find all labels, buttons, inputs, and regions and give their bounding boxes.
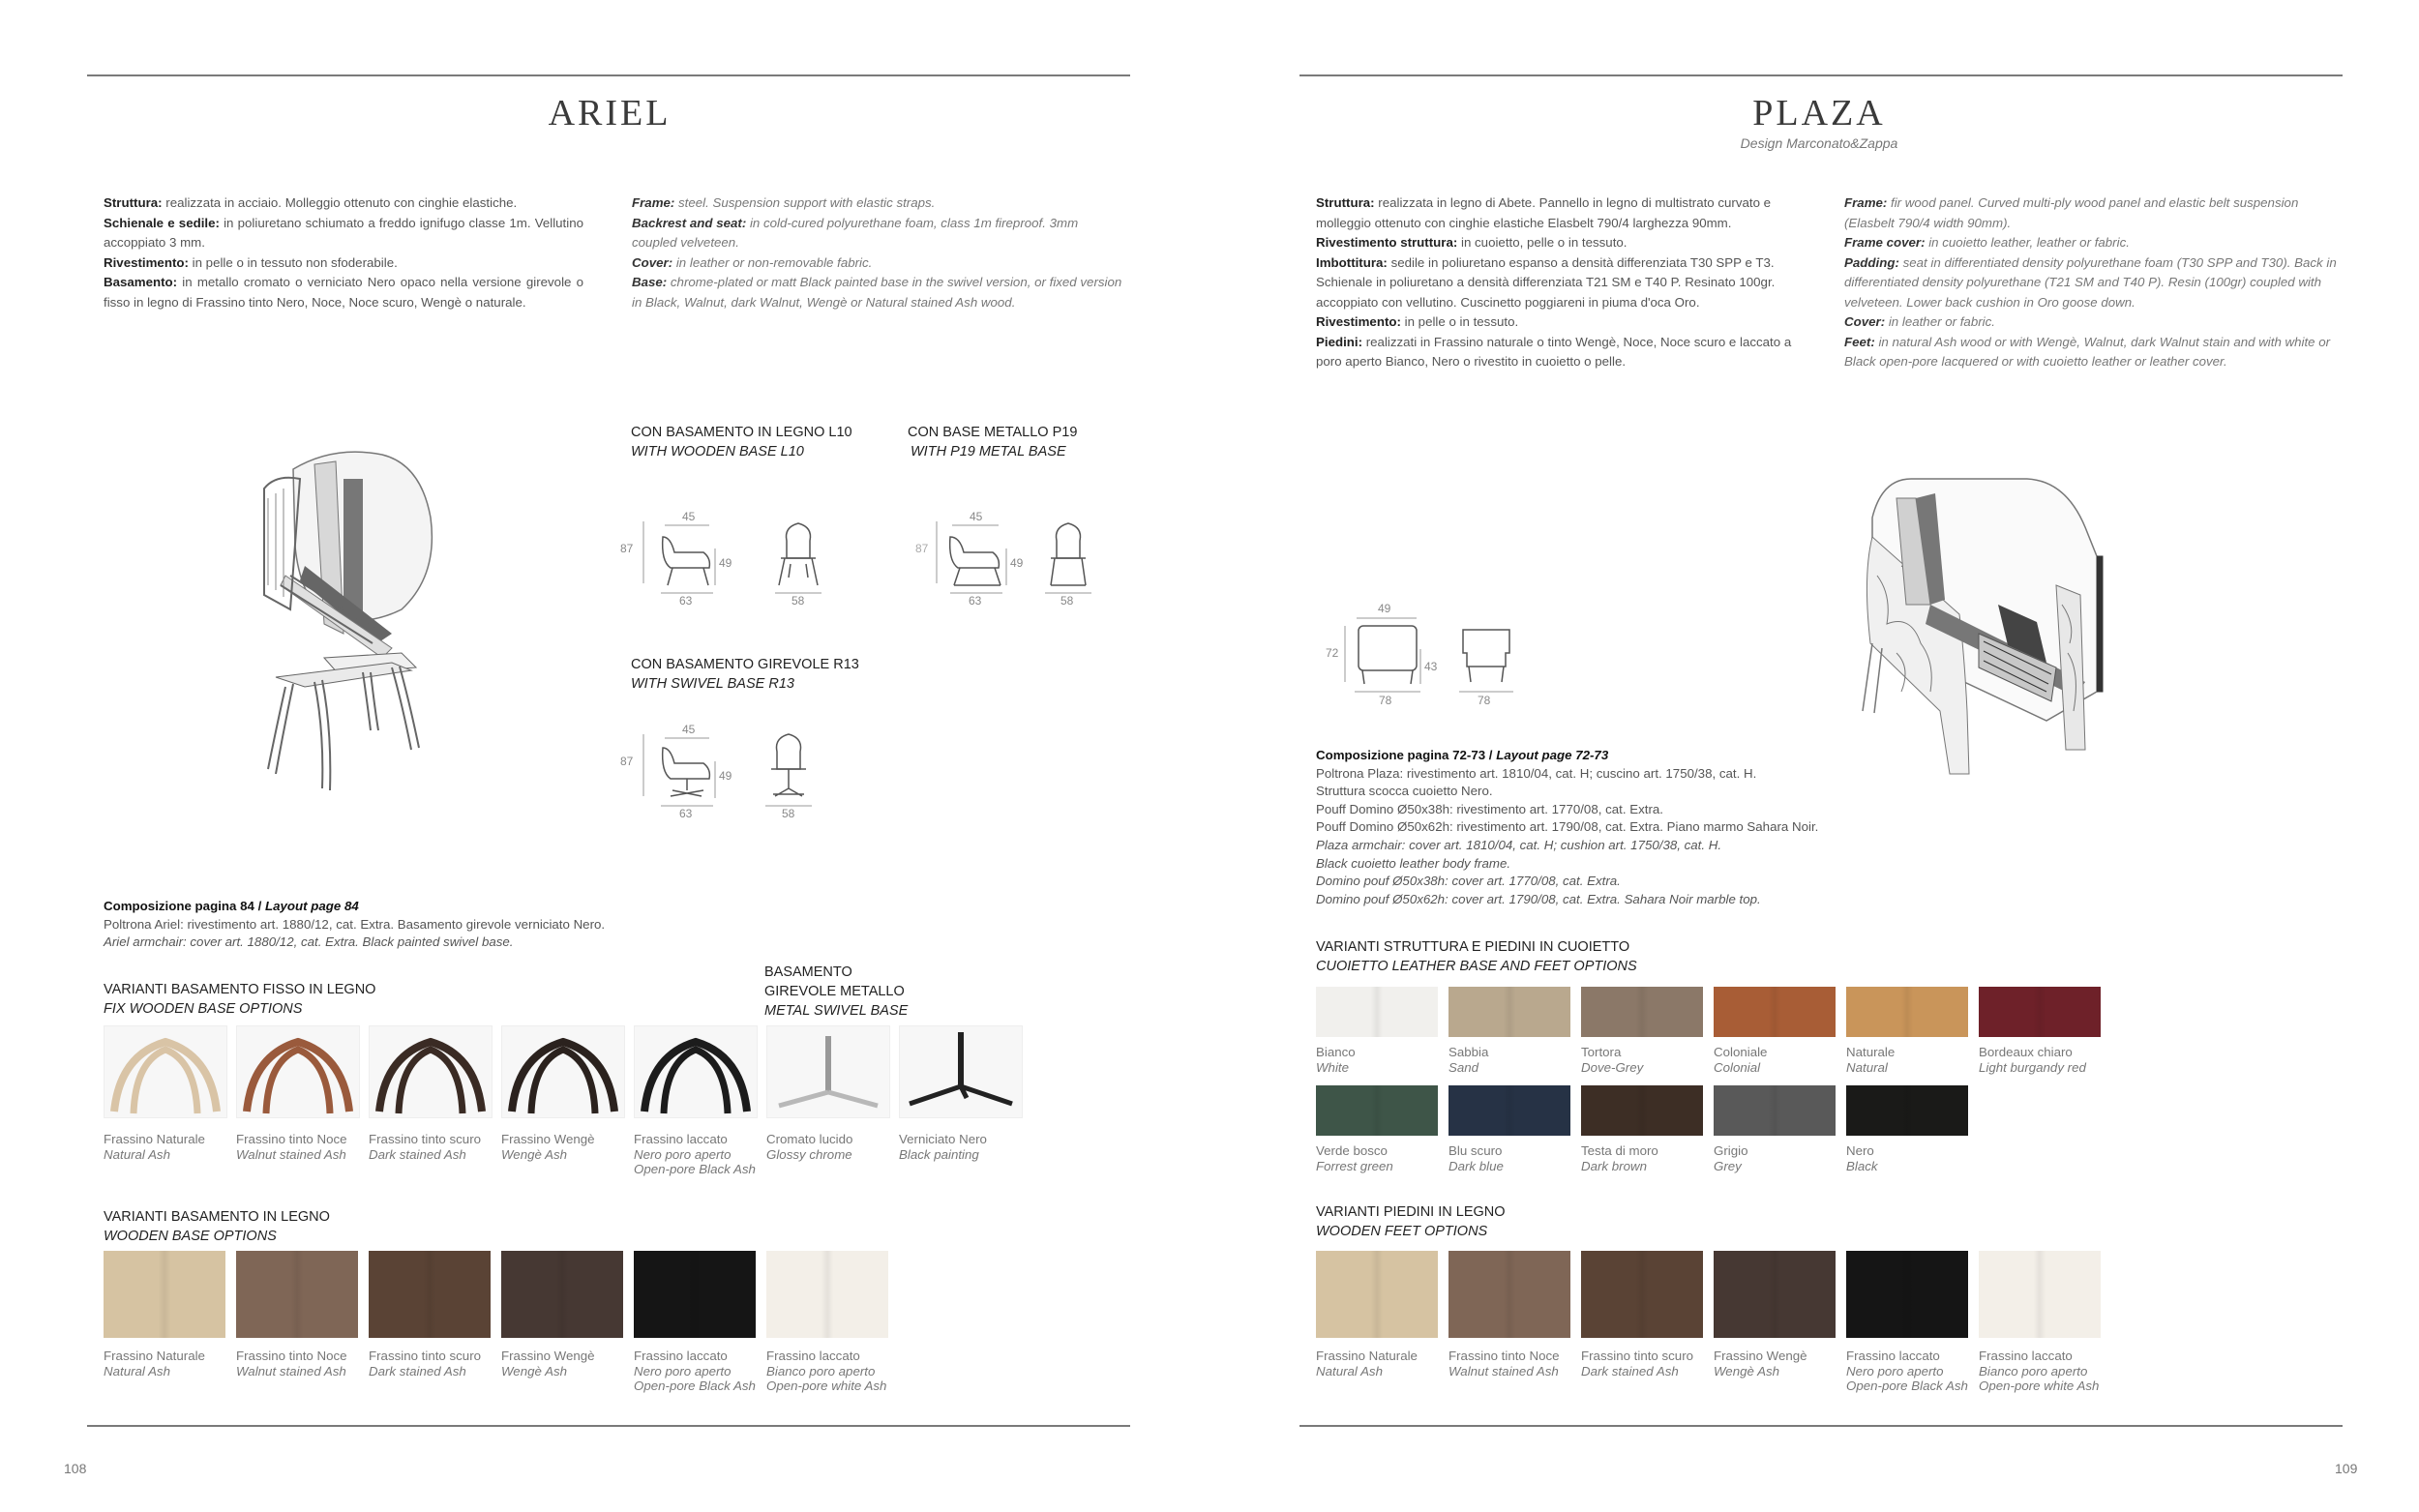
plaza-spec-italian: Struttura: realizzata in legno di Abete. Pannello in legno di multistrato curvato e molleggio ottenuto con cinghie elastiche Elasbelt 790/4 larghezza 90mm. Rivestimento struttura: in cuoietto, pelle o in tessuto. Imbottitura: sedile in poliuretano espanso a densità differenziata T30 SPP e T3. Schienale in poliuretano a densità differenziata T21 SM e T40 P. Resinato 100gr. accoppiato con vellutino. Cuscinetto poggiareni in piuma d'oca Oro. Rivestimento: in pelle o in tessuto. Piedini: realizzati in Frassino naturale o tinto Wengè, Noce, Noce scuro e laccato a poro aperto Bianco, Nero o rivestito in cuoietto o pelle. (1316, 195, 1792, 369)
heading-wooden-base-l10: CON BASAMENTO IN LEGNO L10 WITH WOODEN BASE L10 (631, 425, 852, 460)
dim-width: 58 (791, 594, 805, 608)
dim-height: 87 (915, 542, 929, 555)
swatch (1581, 1085, 1703, 1136)
heading-swivel-base-r13: CON BASAMENTO GIREVOLE R13 WITH SWIVEL BASE R13 (631, 657, 859, 692)
swatch-label: Frassino tinto scuro Dark stained Ash (1581, 1349, 1694, 1379)
page-title-ariel: ARIEL (548, 93, 672, 133)
swatch-label: Frassino tinto Noce Walnut stained Ash (236, 1132, 347, 1162)
base-shape (105, 1026, 226, 1117)
page-number-right: 109 (2335, 1461, 2358, 1476)
swatch-label: Sabbia Sand (1448, 1045, 1489, 1075)
swatch-label: Grigio Grey (1714, 1143, 1748, 1173)
base-shape (767, 1026, 889, 1117)
base-shape (237, 1026, 359, 1117)
dim-depth: 78 (1379, 694, 1392, 707)
swatch-label: Frassino tinto scuro Dark stained Ash (369, 1349, 482, 1379)
ariel-exploded-chair-drawing (247, 440, 489, 798)
swatch (634, 1251, 756, 1338)
base-shape (635, 1026, 757, 1117)
dim-depth: 63 (679, 594, 693, 608)
swatch-label: Frassino Wengè Wengè Ash (501, 1132, 595, 1162)
diagram-swivel-base-r13 (614, 721, 847, 822)
page-number-left: 108 (64, 1461, 87, 1476)
swatch-label: Cromato lucido Glossy chrome (766, 1132, 853, 1162)
swatch (1316, 1085, 1438, 1136)
top-rule-right (1299, 74, 2343, 76)
dim-seat-width: 49 (1378, 602, 1391, 615)
heading-metal-base-p19: CON BASE METALLO P19 WITH P19 METAL BASE (908, 425, 1078, 460)
swatch-label: Tortora Dove-Grey (1581, 1045, 1644, 1075)
page-title-plaza: PLAZA (1752, 93, 1886, 133)
swatch (1316, 987, 1438, 1037)
swatch-label: Frassino laccato Bianco poro aperto Open-pore white Ash (1979, 1349, 2100, 1393)
plaza-exploded-chair-drawing (1843, 460, 2143, 788)
dim-seat-width: 45 (682, 510, 696, 523)
swatch (1714, 1085, 1836, 1136)
swatch (501, 1251, 623, 1338)
dim-width: 58 (1060, 594, 1074, 608)
swatch (369, 1025, 493, 1118)
swatch (1714, 1251, 1836, 1338)
swatch-label: Blu scuro Dark blue (1448, 1143, 1504, 1173)
swatch (369, 1251, 491, 1338)
swatch (1448, 1085, 1570, 1136)
designer-credit: Design Marconato&Zappa (1740, 135, 1898, 151)
heading-leather-options: VARIANTI STRUTTURA E PIEDINI IN CUOIETTO CUOIETTO LEATHER BASE AND FEET OPTIONS (1316, 939, 1637, 974)
base-shape (370, 1026, 492, 1117)
swatch (501, 1025, 625, 1118)
dim-depth: 63 (679, 807, 693, 820)
swatch-label: Bordeaux chiaro Light burgandy red (1979, 1045, 2086, 1075)
swatch (1979, 987, 2101, 1037)
swatch-label: Frassino Naturale Natural Ash (104, 1132, 205, 1162)
swatch (1979, 1251, 2101, 1338)
plaza-composition: Composizione pagina 72-73 / Layout page 72-73 Poltrona Plaza: rivestimento art. 1810/04, cat. H; cuscino art. 1750/38, cat. H. Struttura scocca cuoietto Nero. Pouff Domino Ø50x38h: rivestimento art. 1770/08, cat. Extra. Pouff Domino Ø50x62h: rivestimento art. 1790/08, cat. Extra. Piano marmo Sahara Noir. Plaza armchair: cover art. 1810/04, cat. H; cushion art. 1750/38, cat. H. Black cuoietto leather body frame. Domino pouf Ø50x38h: cover art. 1770/08, cat. Extra. Domino pouf Ø50x62h: cover art. 1790/08, cat. Extra. Sahara Noir marble top. (1316, 748, 1819, 906)
dim-seat-width: 45 (970, 510, 983, 523)
bottom-rule-left (87, 1425, 1130, 1427)
dim-seat-height: 49 (719, 769, 732, 783)
dim-width: 78 (1478, 694, 1491, 707)
swatch (634, 1025, 758, 1118)
swatch-label: Frassino Wengè Wengè Ash (1714, 1349, 1807, 1379)
dim-seat-height: 49 (719, 556, 732, 570)
base-shape (502, 1026, 624, 1117)
swatch (236, 1025, 360, 1118)
swatch-label: Frassino Naturale Natural Ash (1316, 1349, 1418, 1379)
swatch-label: Nero Black (1846, 1143, 1878, 1173)
swatch-label: Frassino tinto Noce Walnut stained Ash (1448, 1349, 1560, 1379)
swatch (1448, 1251, 1570, 1338)
heading-wooden-feet-options: VARIANTI PIEDINI IN LEGNO WOODEN FEET OPTIONS (1316, 1204, 1506, 1239)
dim-seat-width: 45 (682, 723, 696, 736)
swatch-label: Frassino laccato Bianco poro aperto Open-pore white Ash (766, 1349, 887, 1393)
swatch-label: Verniciato Nero Black painting (899, 1132, 987, 1162)
dim-width: 58 (782, 807, 795, 820)
swatch (1581, 987, 1703, 1037)
ariel-composition: Composizione pagina 84 / Layout page 84 Poltrona Ariel: rivestimento art. 1880/12, cat. Extra. Basamento girevole verniciato Nero. Ariel armchair: cover art. 1880/12, cat. Extra. Black painted swivel base. (104, 899, 606, 950)
swatch (1846, 987, 1968, 1037)
swatch (1448, 987, 1570, 1037)
swatch-label: Bianco White (1316, 1045, 1356, 1075)
swatch-label: Frassino Naturale Natural Ash (104, 1349, 205, 1379)
heading-wooden-base-options: VARIANTI BASAMENTO IN LEGNO WOODEN BASE OPTIONS (104, 1209, 330, 1244)
swatch-label: Frassino laccato Nero poro aperto Open-pore Black Ash (634, 1349, 756, 1393)
swatch (766, 1251, 888, 1338)
dim-height: 87 (620, 755, 634, 768)
swatch-label: Frassino tinto Noce Walnut stained Ash (236, 1349, 347, 1379)
diagram-plaza-dimensions (1316, 595, 1529, 711)
dim-height: 87 (620, 542, 634, 555)
swatch (104, 1251, 225, 1338)
swatch (1316, 1251, 1438, 1338)
plaza-spec-english: Frame: fir wood panel. Curved multi-ply wood panel and elastic belt suspension (Elasbelt 790/4 width 90mm). Frame cover: in cuoietto leather, leather or fabric. Padding: seat in differentiated density polyurethane foam (T30 SPP and T30). Back in differentiated density polyurethane (T21 SM and T40 P). Resin (100gr) coupled with velveteen. Lower back cushion in Oro goose down. Cover: in leather or fabric. Feet: in natural Ash wood or with Wengè, Walnut, dark Walnut stain and with white or Black open-pore lacquered or with cuoietto leather or leather cover. (1844, 195, 2337, 369)
diagram-wooden-base-l10 (614, 508, 847, 609)
bottom-rule-right (1299, 1425, 2343, 1427)
base-shape (900, 1026, 1022, 1117)
swatch-label: Verde bosco Forrest green (1316, 1143, 1393, 1173)
swatch (899, 1025, 1023, 1118)
top-rule-left (87, 74, 1130, 76)
swatch (1846, 1251, 1968, 1338)
swatch-label: Coloniale Colonial (1714, 1045, 1768, 1075)
diagram-metal-base-p19 (910, 508, 1132, 609)
swatch-label: Testa di moro Dark brown (1581, 1143, 1658, 1173)
swatch (236, 1251, 358, 1338)
swatch (104, 1025, 227, 1118)
swatch-label: Naturale Natural (1846, 1045, 1896, 1075)
swatch (1714, 987, 1836, 1037)
swatch (1581, 1251, 1703, 1338)
swatch-label: Frassino Wengè Wengè Ash (501, 1349, 595, 1379)
dim-seat-height: 49 (1010, 556, 1024, 570)
dim-seat-height: 43 (1424, 660, 1438, 673)
swatch (766, 1025, 890, 1118)
heading-metal-swivel-base: BASAMENTO GIREVOLE METALLO METAL SWIVEL BASE (764, 964, 909, 1019)
ariel-spec-italian: Struttura: realizzata in acciaio. Molleggio ottenuto con cinghie elastiche. Schienale e sedile: in poliuretano schiumato a freddo ignifugo classe 1m. Vellutino accoppiato 3 mm. Rivestimento: in pelle o in tessuto non sfoderabile. Basamento: in metallo cromato o verniciato Nero opaco nella versione girevole o fisso in legno di Frassino tinto Nero, Noce, Noce scuro, Wengè o naturale. (104, 195, 583, 310)
heading-fixed-wooden-base: VARIANTI BASAMENTO FISSO IN LEGNO FIX WOODEN BASE OPTIONS (104, 982, 376, 1017)
swatch-label: Frassino tinto scuro Dark stained Ash (369, 1132, 482, 1162)
ariel-spec-english: Frame: steel. Suspension support with elastic straps. Backrest and seat: in cold-cured polyurethane foam, class 1m fireproof. 3mm coupled velveteen. Cover: in leather or non-removable fabric. Base: chrome-plated or matt Black painted base in the swivel version, or fixed version in Black, Walnut, dark Walnut, Wengè or Natural stained Ash wood. (632, 195, 1122, 310)
dim-depth: 63 (969, 594, 982, 608)
swatch-label: Frassino laccato Nero poro aperto Open-pore Black Ash (1846, 1349, 1968, 1393)
swatch-label: Frassino laccato Nero poro aperto Open-pore Black Ash (634, 1132, 756, 1176)
swatch (1846, 1085, 1968, 1136)
dim-height: 72 (1326, 646, 1339, 660)
